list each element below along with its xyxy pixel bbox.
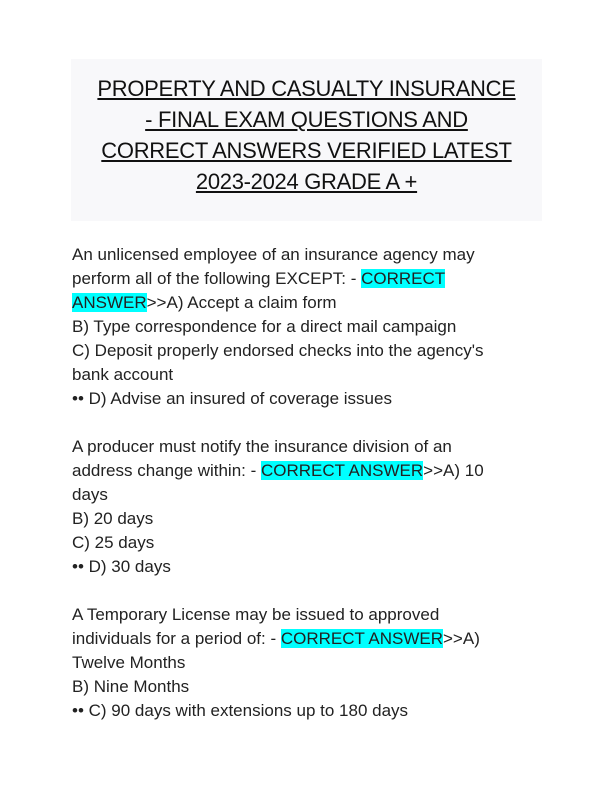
spacer [72, 579, 542, 603]
correct-answer-highlight: ANSWER [72, 293, 147, 312]
answer-option-a: >>A) Accept a claim form [146, 293, 337, 312]
question-3-text: individuals for a period of: - [72, 629, 281, 648]
answer-option-a-cont: days [72, 485, 108, 504]
spacer [72, 411, 542, 435]
answer-option-a: >>A) 10 [423, 461, 484, 480]
question-3 [72, 603, 542, 723]
answer-option-a: >>A) [443, 629, 480, 648]
question-3-text-line: A Temporary License may be issued to approved [72, 605, 440, 624]
question-2 [72, 435, 542, 579]
question-3-answer-line [72, 627, 542, 651]
question-2-text: address change within: - [72, 461, 261, 480]
title-line-2: - FINAL EXAM QUESTIONS AND [145, 107, 468, 132]
title-line-4: 2023-2024 GRADE A + [195, 169, 418, 194]
document-title-block [71, 59, 542, 221]
correct-answer-highlight: CORRECT ANSWER [280, 629, 443, 648]
answer-option-d: •• D) 30 days [72, 557, 171, 576]
question-1-text: perform all of the following EXCEPT: - [72, 269, 362, 288]
answer-option-b: B) Nine Months [72, 677, 190, 696]
title-line-3: CORRECT ANSWERS VERIFIED LATEST [101, 138, 512, 163]
answer-option-a-cont: Twelve Months [72, 653, 186, 672]
question-1 [72, 243, 542, 411]
answer-option-c-cont: bank account [72, 365, 174, 384]
answer-option-b: B) Type correspondence for a direct mail campaign [72, 317, 457, 336]
title-line-1: PROPERTY AND CASUALTY INSURANCE [97, 76, 516, 101]
question-2-answer-line [72, 459, 542, 483]
question-1-text-line [72, 267, 542, 291]
question-2-text-line: A producer must notify the insurance division of an [72, 437, 452, 456]
correct-answer-highlight: CORRECT ANSWER [261, 461, 424, 480]
question-1-answer-line [72, 291, 542, 315]
correct-answer-highlight: CORRECT [361, 269, 446, 288]
question-1-text-line: An unlicensed employee of an insurance agency may [72, 245, 475, 264]
answer-option-c: •• C) 90 days with extensions up to 180 days [72, 701, 409, 720]
document-body [72, 243, 542, 723]
answer-option-b: B) 20 days [72, 509, 154, 528]
answer-option-c: C) Deposit properly endorsed checks into the agency's [72, 341, 484, 360]
answer-option-d: •• D) Advise an insured of coverage issues [72, 389, 392, 408]
answer-option-c: C) 25 days [72, 533, 155, 552]
